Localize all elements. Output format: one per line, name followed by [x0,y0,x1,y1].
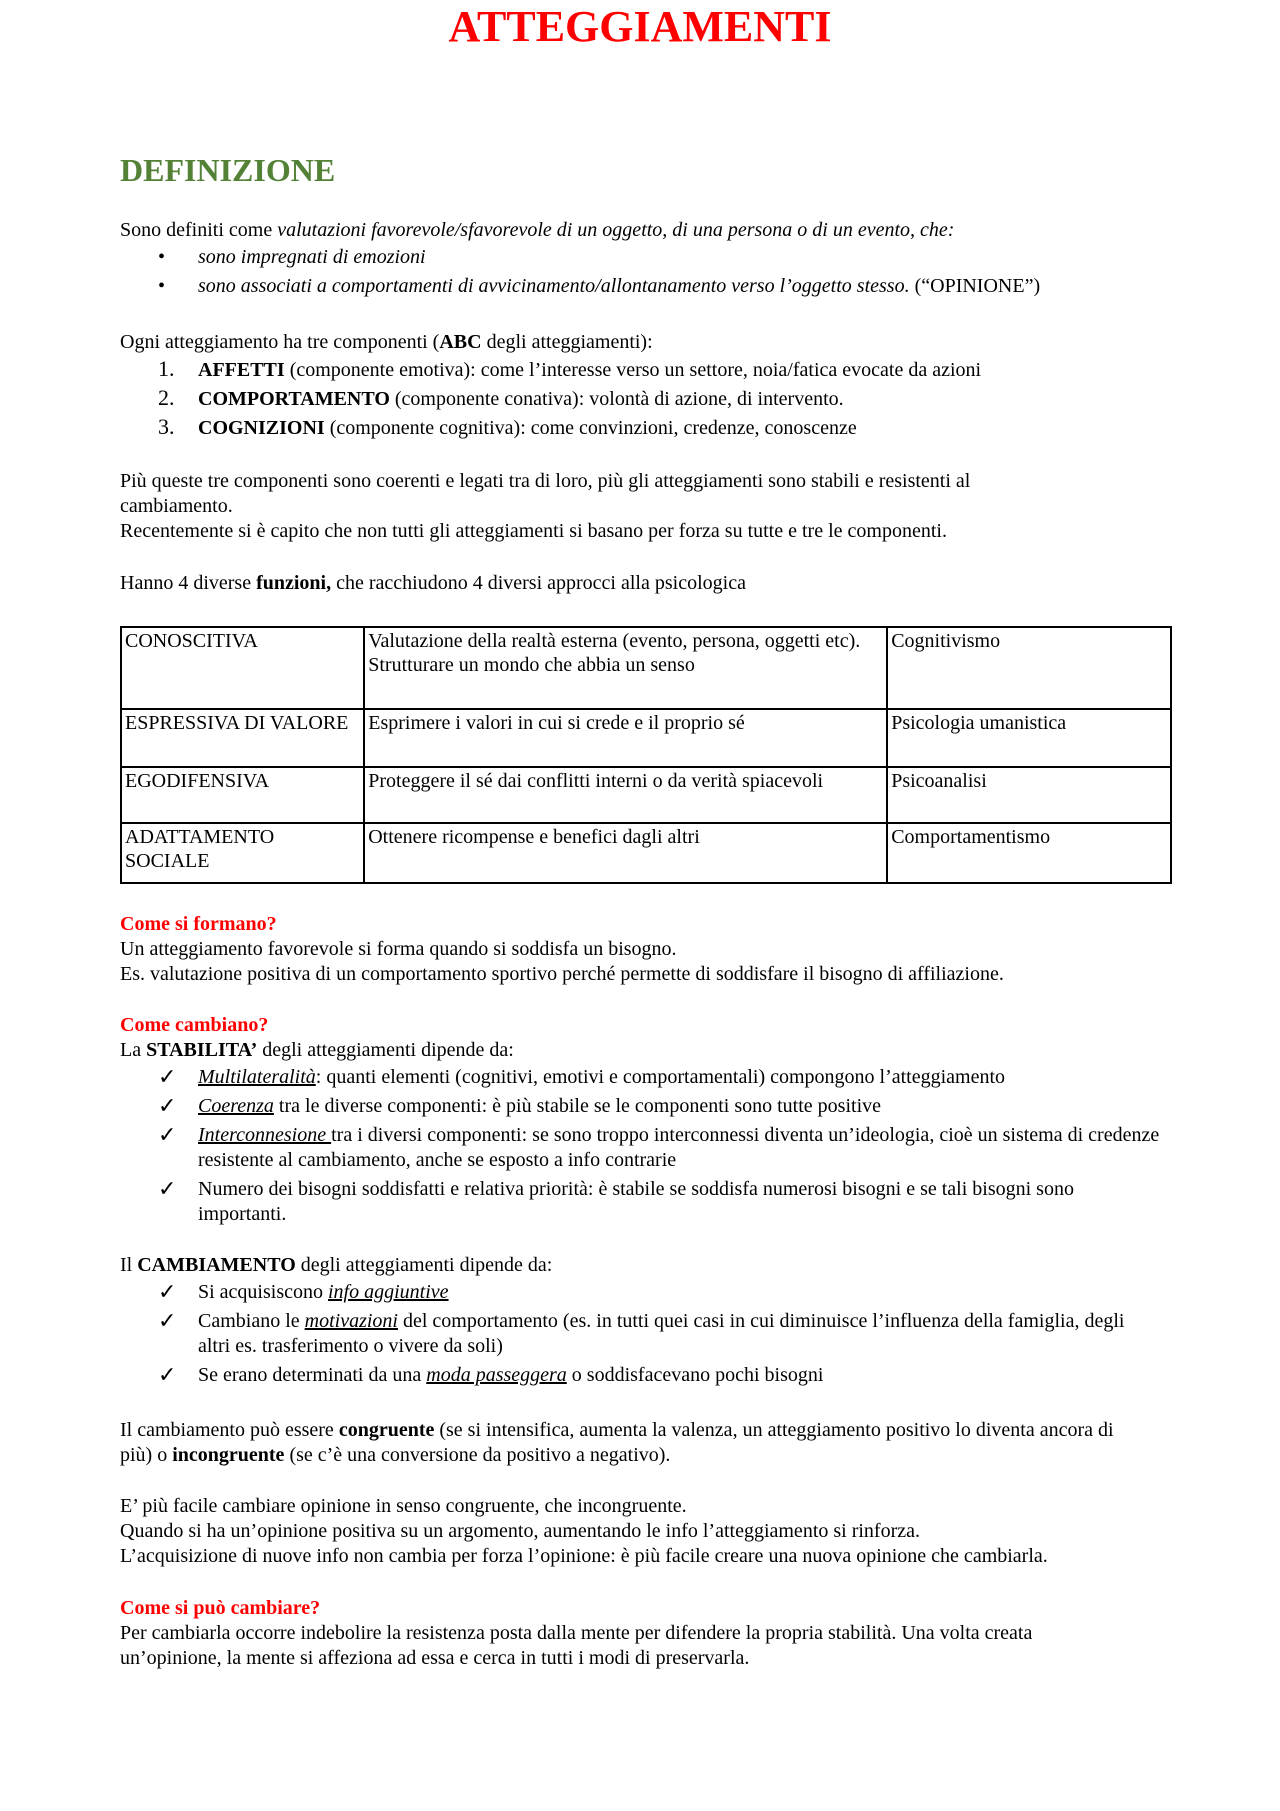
components-intro: Ogni atteggiamento ha tre componenti (ABC degli atteggiamenti): [120,331,653,353]
component-item: 2. COMPORTAMENTO (componente conativa): volontà di azione, di intervento. [158,385,844,410]
function-name-cell: EGODIFENSIVA [121,767,364,823]
functions-table [120,626,1172,884]
checkmark-icon: ✓ [158,1279,177,1304]
function-name-cell: ESPRESSIVA DI VALORE [121,709,364,767]
checkmark-icon: ✓ [158,1362,177,1387]
document-title: ATTEGGIAMENTI [448,2,832,51]
check-item: ✓ Multilateralità: quanti elementi (cognitivi, emotivi e comportamentali) compongono l’atteggiamento [158,1064,1006,1089]
check-item: ✓ Coerenza tra le diverse componenti: è più stabile se le componenti sono tutte positive [158,1093,882,1118]
functions-intro: Hanno 4 diverse funzioni, che racchiudono 4 diversi approcci alla psicologica [120,572,746,594]
checkmark-icon: ✓ [158,1093,177,1118]
function-approach-cell: Psicoanalisi [887,767,1171,823]
subheading-puo-cambiare: Come si può cambiare? [120,1597,321,1619]
bullet-marker: • [158,246,166,268]
coherence-text: Recentemente si è capito che non tutti gli atteggiamenti si basano per forza su tutte e tre le componenti. [120,520,947,542]
subheading-cambiano: Come cambiano? [120,1014,269,1036]
change-intro: Il CAMBIAMENTO degli atteggiamenti dipende da: [120,1254,553,1276]
check-item: ✓ Se erano determinati da una moda passeggera o soddisfacevano pochi bisogni [158,1362,824,1387]
function-desc-cell: Ottenere ricompense e benefici dagli altri [364,823,887,883]
function-name-cell: CONOSCITIVA [121,627,364,709]
change-block [120,1253,1170,1388]
coherence-block [120,469,1080,544]
definition-block [120,218,1170,299]
congruence-block: Il cambiamento può essere congruente (se si intensifica, aumenta la valenza, un atteggiamento positivo lo diventa ancora di più) o incongruente (se c’è una conversione da positivo a negativo). [120,1419,1114,1466]
function-name-cell: ADATTAMENTO SOCIALE [121,823,364,883]
check-item: ✓ Numero dei bisogni soddisfatti e relativa priorità: è stabile se soddisfa numerosi bisogni e se tali bisogni sono importanti. [158,1176,1074,1225]
definition-bullet: • sono impregnati di emozioni [158,246,426,268]
subheading-formano: Come si formano? [120,913,277,935]
function-approach-cell: Psicologia umanistica [887,709,1171,767]
component-item: 3. COGNIZIONI (componente cognitiva): come convinzioni, credenze, conoscenze [158,414,857,439]
checkmark-icon: ✓ [158,1308,177,1333]
check-item: ✓ Cambiano le motivazioni del comportamento (es. in tutti quei casi in cui diminuisce l’influenza della famiglia, degli altri es. trasferimento o vivere da soli) [158,1308,1125,1357]
function-approach-cell: Comportamentismo [887,823,1171,883]
function-approach-cell: Cognitivismo [887,627,1171,709]
stability-block [120,1013,1170,1227]
checkmark-icon: ✓ [158,1064,177,1089]
checkmark-icon: ✓ [158,1176,177,1201]
table-row [121,767,1171,823]
checkmark-icon: ✓ [158,1122,177,1147]
section-heading-definizione: DEFINIZIONE [120,152,336,188]
check-item: ✓ Si acquisiscono info aggiuntive [158,1279,449,1304]
can-change-block: Come si può cambiare? Per cambiarla occorre indebolire la resistenza posta dalla mente per difendere la propria stabilità. Una volta creata un’opinione, la mente si affeziona ad essa e cerca in tutti i modi di preservarla. [120,1596,1130,1671]
formation-block: Come si formano? Un atteggiamento favorevole si forma quando si soddisfa un bisogno. Es. valutazione positiva di un comportamento sportivo perché permette di soddisfare il bisogno di affiliazione. [120,912,1170,987]
table-row [121,823,1171,883]
function-desc-cell: Valutazione della realtà esterna (evento, persona, oggetti etc). Strutturare un mondo che abbia un senso [364,627,887,709]
check-item: ✓ Interconnesione tra i diversi componenti: se sono troppo interconnessi diventa un’ideologia, cioè un sistema di credenze resistente al cambiamento, anche se esposto a info contrarie [158,1122,1160,1171]
components-block [120,330,1170,441]
table-row [121,709,1171,767]
definition-bullet: • sono associati a comportamenti di avvicinamento/allontanamento verso l’oggetto stesso. (“OPINIONE”) [158,275,1041,297]
stability-intro: La STABILITA’ degli atteggiamenti dipende da: [120,1039,514,1061]
definition-intro: Sono definiti come valutazioni favorevole/sfavorevole di un oggetto, di una persona o di un evento, che: [120,219,955,241]
coherence-text: Più queste tre componenti sono coerenti e legati tra di loro, più gli atteggiamenti sono stabili e resistenti al cambiamento. [120,470,971,517]
bullet-marker: • [158,275,166,297]
component-item: 1. AFFETTI (componente emotiva): come l’interesse verso un settore, noia/fatica evocate da azioni [158,356,982,381]
opinion-block: E’ più facile cambiare opinione in senso congruente, che incongruente. Quando si ha un’opinione positiva su un argomento, aumentando le info l’atteggiamento si rinforza. L’acquisizione di nuove info non cambia per forza l’opinione: è più facile creare una nuova opinione che cambiarla. [120,1495,1048,1567]
table-row [121,627,1171,709]
function-desc-cell: Esprimere i valori in cui si crede e il proprio sé [364,709,887,767]
function-desc-cell: Proteggere il sé dai conflitti interni o da verità spiacevoli [364,767,887,823]
